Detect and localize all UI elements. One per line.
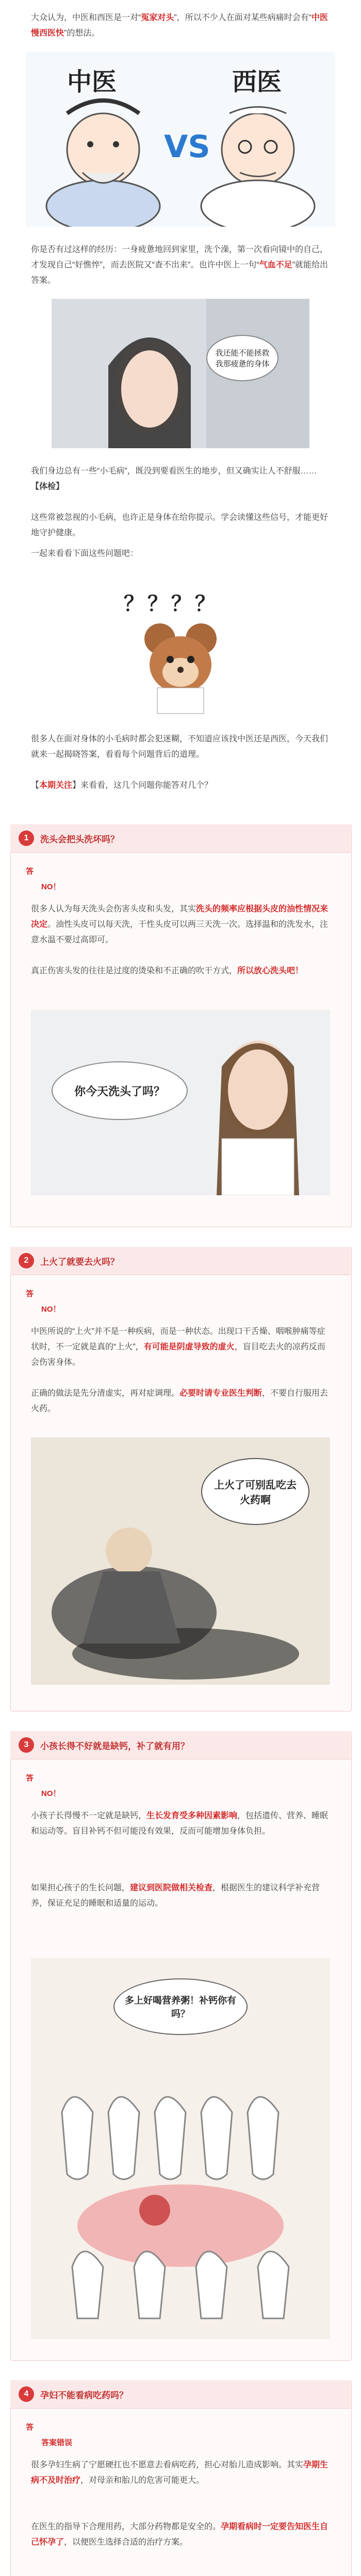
chinese-medicine-label: 中医 bbox=[67, 67, 117, 96]
paragraph-lead-in: 一起来看看下面这些问题吧： bbox=[31, 549, 139, 558]
section-4-header bbox=[10, 2380, 351, 2409]
paragraph-focus: 【本期关注】来看看，这几个问题你能答对几个？ bbox=[31, 781, 213, 790]
western-doctor bbox=[201, 107, 315, 227]
speech-bubble: 上火了可别乱吃去火药啊 bbox=[201, 1458, 309, 1525]
chinese-doctor bbox=[46, 100, 160, 227]
section-number: 2 bbox=[19, 1253, 34, 1268]
paragraph-tired: 你是否有过这样的经历：一身疲惫地回到家里，洗个澡，第一次看向镜中的自己，才发现自己“好憔悴”，而去医院又“查不出来”。也许中医上一句“气血不足”就能给出答案。 bbox=[31, 245, 329, 285]
vs-label: VS bbox=[164, 129, 210, 165]
hair-wash-photo bbox=[31, 1010, 330, 1195]
speech-bubble: 多上好喝营养粥！补钙你有吗？ bbox=[113, 1978, 248, 2035]
section-number: 1 bbox=[19, 831, 34, 846]
section-1-text: 很多人认为每天洗头会伤害头皮和头发，其实洗头的频率应根据头皮的油性情况来决定。油性头皮可以每天洗，干性头皮可以两三天洗一次。选择温和的洗发水，注意水温不要过高即可。 bbox=[31, 905, 329, 944]
western-medicine-label: 西医 bbox=[232, 67, 282, 96]
answer-no: NO！ bbox=[41, 883, 61, 891]
speech-bubble: 你今天洗头了吗？ bbox=[52, 1061, 188, 1120]
answer-tag: 答 bbox=[26, 1774, 34, 1783]
section-1-header bbox=[10, 824, 351, 853]
section-number: 3 bbox=[19, 1737, 34, 1753]
answer-no: NO！ bbox=[41, 1305, 61, 1314]
confused-mouse-cartoon bbox=[103, 582, 258, 716]
section-title: 洗头会把头洗坏吗？ bbox=[40, 835, 119, 844]
section-number: 4 bbox=[19, 2386, 34, 2402]
paragraph-confusion: 很多人在面对身体的小毛病时都会犯迷糊，不知道应该找中医还是西医，今天我们就来一起揭晓答案，看看每个问题背后的道理。 bbox=[31, 735, 329, 759]
section-title: 上火了就要去火吗？ bbox=[40, 1257, 119, 1267]
intro-paragraph: 大众认为，中医和西医是一对“冤家对头”，所以不少人在面对某些病痛时会有“中医慢西医快”的想法。 bbox=[31, 13, 329, 38]
answer-no: NO！ bbox=[41, 1789, 61, 1798]
section-2-header bbox=[10, 1247, 351, 1275]
section-4-text: 很多孕妇生病了宁愿硬扛也不愿意去看病吃药，担心对胎儿造成影响。其实孕期生病不及时治疗，对母亲和胎儿的危害可能更大。 bbox=[31, 2461, 329, 2485]
teeth-cartoon bbox=[31, 1958, 330, 2339]
answer-tag: 答 bbox=[26, 1290, 34, 1298]
answer-tag: 答 bbox=[26, 2423, 34, 2432]
tired-woman-photo bbox=[52, 299, 309, 448]
speech-bubble: 我还能不能拯救我那疲惫的身体 bbox=[206, 335, 278, 381]
answer-no: 答案错误 bbox=[41, 2438, 73, 2447]
section-title: 孕妇不能看病吃药吗？ bbox=[40, 2391, 128, 2400]
chinese-vs-western-doctor-illustration bbox=[26, 52, 335, 227]
section-1-text-2: 真正伤害头发的往往是过度的烫染和不正确的吹干方式，所以放心洗头吧！ bbox=[31, 967, 304, 975]
section-3-header bbox=[10, 1731, 351, 1759]
section-3-text-2: 如果担心孩子的生长问题，建议到医院做相关检查，根据医生的建议科学补充营养，保证充足的睡眠和适量的运动。 bbox=[31, 1884, 320, 1908]
section-2-text-2: 正确的做法是先分清虚实，再对症调理。必要时请专业医生判断，不要自行服用去火药。 bbox=[31, 1389, 329, 1413]
section-4-text-2: 在医生的指导下合理用药，大部分药物都是安全的。孕期看病时一定要告知医生自己怀孕了，以便医生选择合适的治疗方案。 bbox=[31, 2522, 329, 2547]
question-marks: ？？？？ bbox=[124, 592, 219, 615]
paragraph-small-issues: 我们身边总有一些“小毛病”，既没到要看医生的地步，但又确实让人不舒服……【体检】 bbox=[31, 467, 317, 491]
section-2-text: 中医所说的“上火”并不是一种疾病，而是一种状态。出现口干舌燥、咽喉肿痛等症状时，不一定就是真的“上火”，有可能是阴虚导致的虚火，盲目吃去火的凉药反而会伤害身体。 bbox=[31, 1327, 325, 1367]
section-3-text: 小孩子长得慢不一定就是缺钙，生长发育受多种因素影响，包括遗传、营养、睡眠和运动等。盲目补钙不但可能没有效果，反而可能增加身体负担。 bbox=[31, 1811, 329, 1836]
section-title: 小孩长得不好就是缺钙，补了就有用？ bbox=[40, 1741, 189, 1751]
ancient-painting bbox=[31, 1437, 330, 1685]
answer-tag: 答 bbox=[26, 867, 34, 876]
paragraph-signals: 这些常被忽视的小毛病，也许正是身体在给你提示。学会读懂这些信号，才能更好地守护健康。 bbox=[31, 513, 329, 537]
